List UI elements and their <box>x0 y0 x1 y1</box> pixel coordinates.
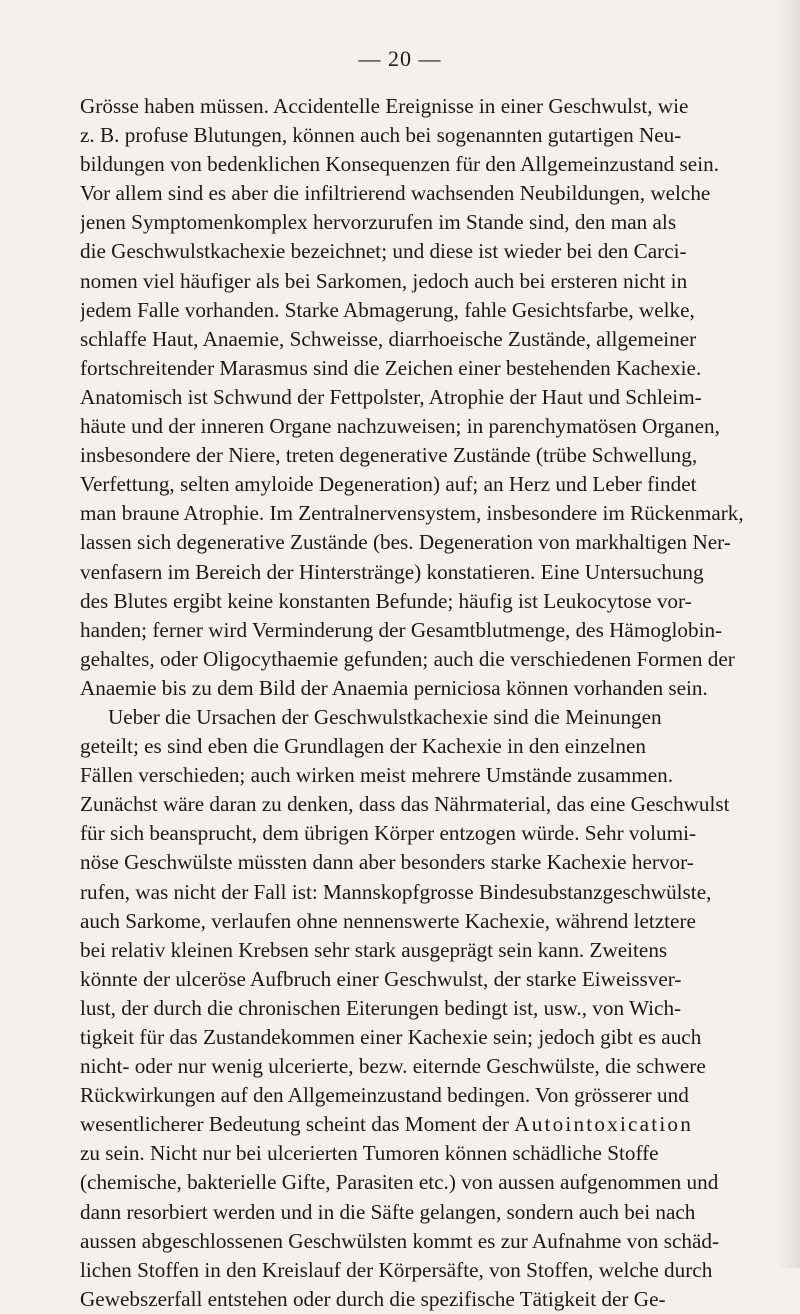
text-line: (chemische, bakterielle Gifte, Parasiten etc.) von aussen aufgenommen und <box>80 1170 719 1195</box>
text-line: des Blutes ergibt keine konstanten Befunde; häufig ist Leukocytose vor- <box>80 588 692 613</box>
text-line: Anaemie bis zu dem Bild der Anaemia perniciosa können vorhanden sein. <box>80 675 708 700</box>
text-line: lust, der durch die chronischen Eiterungen bedingt ist, usw., von Wich- <box>80 995 682 1020</box>
paragraph-start-line: Ueber die Ursachen der Geschwulstkachexie sind die Meinungen <box>108 704 662 729</box>
text-line: die Geschwulstkachexie bezeichnet; und diese ist wieder bei den Carci- <box>80 239 687 264</box>
text-line: rufen, was nicht der Fall ist: Mannskopfgrosse Bindesubstanzgeschwülste, <box>80 879 712 904</box>
text-line: man braune Atrophie. Im Zentralnervensystem, insbesondere im Rückenmark, <box>80 501 744 526</box>
text-line: bildungen von bedenklichen Konsequenzen für den Allgemeinzustand sein. <box>80 152 719 177</box>
text-segment: wesentlicherer Bedeutung scheint das Moment der <box>80 1112 509 1137</box>
text-line: Rückwirkungen auf den Allgemeinzustand bedingen. Von grösserer und <box>80 1083 689 1108</box>
text-line: gehaltes, oder Oligocythaemie gefunden; auch die verschiedenen Formen der <box>80 646 735 671</box>
text-line: für sich beansprucht, dem übrigen Körper entzogen würde. Sehr volumi- <box>80 821 697 846</box>
text-line: jenen Symptomenkomplex hervorzurufen im Stande sind, den man als <box>80 210 677 235</box>
text-line: Grösse haben müssen. Accidentelle Ereignisse in einer Geschwulst, wie <box>80 94 689 118</box>
text-line: dann resorbiert werden und in die Säfte gelangen, sondern auch bei nach <box>80 1199 696 1224</box>
text-line: z. B. profuse Blutungen, können auch bei sogenannten gutartigen Neu- <box>80 123 682 148</box>
text-line: nöse Geschwülste müssten dann aber besonders starke Kachexie hervor- <box>80 850 694 875</box>
body-text <box>80 92 770 1314</box>
text-line: schlaffe Haut, Anaemie, Schweisse, diarrhoeische Zustände, allgemeiner <box>80 326 697 351</box>
text-line: Gewebszerfall entstehen oder durch die spezifische Tätigkeit der Ge- <box>80 1286 666 1311</box>
text-line: lichen Stoffen in den Kreislauf der Körpersäfte, von Stoffen, welche durch <box>80 1257 713 1282</box>
text-line: Vor allem sind es aber die infiltrierend wachsenden Neubildungen, welche <box>80 181 711 206</box>
text-line: handen; ferner wird Verminderung der Gesamtblutmenge, des Hämoglobin- <box>80 617 723 642</box>
text-line: nomen viel häufiger als bei Sarkomen, jedoch auch bei ersteren nicht in <box>80 268 688 293</box>
text-line: nicht- oder nur wenig ulcerierte, bezw. eiternde Geschwülste, die schwere <box>80 1054 706 1079</box>
emphasized-term: Autointoxication <box>514 1112 694 1137</box>
text-line: Verfettung, selten amyloide Degeneration) auf; an Herz und Leber findet <box>80 472 697 497</box>
text-line: häute und der inneren Organe nachzuweisen; in parenchymatösen Organen, <box>80 414 720 439</box>
text-line: lassen sich degenerative Zustände (bes. Degeneration von markhaltigen Ner- <box>80 530 731 555</box>
text-line: fortschreitender Marasmus sind die Zeichen einer bestehenden Kachexie. <box>80 355 702 380</box>
text-line: geteilt; es sind eben die Grundlagen der Kachexie in den einzelnen <box>80 734 646 759</box>
text-line: könnte der ulceröse Aufbruch einer Geschwulst, der starke Eiweissver- <box>80 966 682 991</box>
text-line: venfasern im Bereich der Hinterstränge) konstatieren. Eine Untersuchung <box>80 559 704 584</box>
page-edge-shadow <box>778 0 800 1268</box>
page-number: — 20 — <box>358 46 442 71</box>
text-line: aussen abgeschlossenen Geschwülsten kommt es zur Aufnahme von schäd- <box>80 1228 719 1253</box>
text-line: zu sein. Nicht nur bei ulcerierten Tumoren können schädliche Stoffe <box>80 1141 659 1166</box>
text-line: insbesondere der Niere, treten degenerative Zustände (trübe Schwellung, <box>80 443 698 468</box>
text-line: Anatomisch ist Schwund der Fettpolster, Atrophie der Haut und Schleim- <box>80 384 702 409</box>
text-line: bei relativ kleinen Krebsen sehr stark ausgeprägt sein kann. Zweitens <box>80 937 668 962</box>
text-line: jedem Falle vorhanden. Starke Abmagerung, fahle Gesichtsfarbe, welke, <box>80 297 695 322</box>
text-line: tigkeit für das Zustandekommen einer Kachexie sein; jedoch gibt es auch <box>80 1025 702 1049</box>
text-line: Fällen verschieden; auch wirken meist mehrere Umstände zusammen. <box>80 763 674 788</box>
text-line-with-emphasis <box>80 1110 770 1139</box>
text-line: auch Sarkome, verlaufen ohne nennenswerte Kachexie, während letztere <box>80 908 696 933</box>
text-line: Zunächst wäre daran zu denken, dass das Nährmaterial, das eine Geschwulst <box>80 792 730 817</box>
